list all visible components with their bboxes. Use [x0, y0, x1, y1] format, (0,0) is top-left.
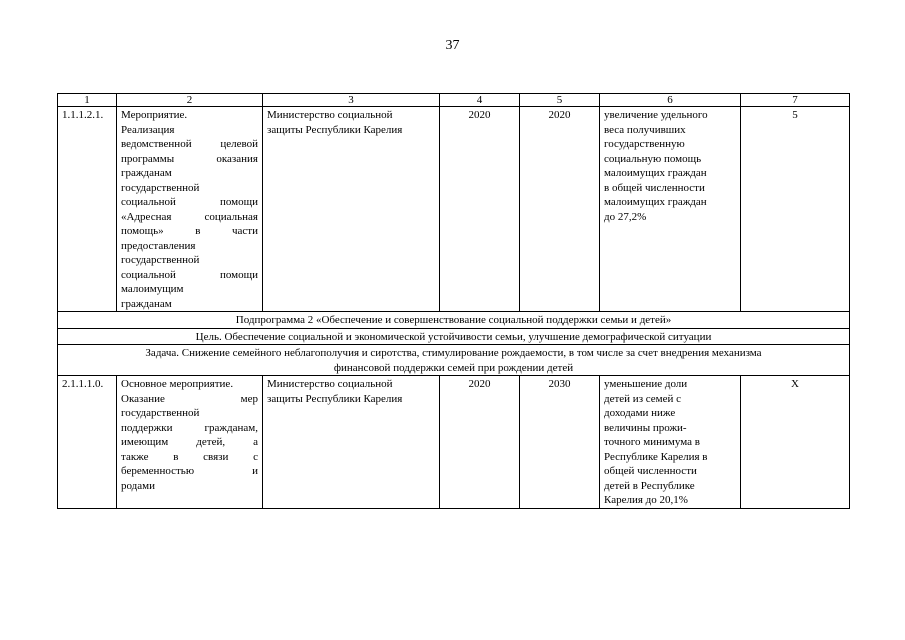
description-line: Мероприятие.: [121, 109, 188, 121]
indicator-line: точного минимума в: [604, 436, 700, 448]
description-line: «Адресная социальная: [121, 210, 258, 223]
description-line: гражданам: [121, 297, 172, 310]
indicator-line: увеличение удельного: [604, 109, 708, 121]
header-cell: 3: [263, 94, 440, 107]
indicator-line: детей из семей с: [604, 392, 682, 405]
task-line: Задача. Снижение семейного неблагополучия и сиротства, стимулирование рождаемости, в том числе за счет внедрения механизма: [145, 347, 762, 359]
description-line: поддержки гражданам,: [121, 421, 258, 434]
start-year-cell: 2020: [440, 107, 520, 312]
header-cell: 2: [117, 94, 263, 107]
indicator-line: до 27,2%: [604, 210, 647, 223]
description-cell: [117, 376, 263, 509]
indicator-line: общей численности: [604, 465, 697, 477]
description-line: Основное мероприятие.: [121, 378, 234, 390]
description-line: государственной: [121, 181, 200, 194]
indicator-line: в общей численности: [604, 181, 705, 194]
indicator-line: Карелия до 20,1%: [604, 494, 688, 506]
measures-table: [57, 93, 850, 509]
task-text: [58, 345, 850, 376]
indicator-line: величины прожи-: [604, 421, 687, 434]
header-cell: 4: [440, 94, 520, 107]
end-year-cell: 2020: [520, 107, 600, 312]
description-cell: [117, 107, 263, 312]
subprogram-row: [58, 312, 850, 329]
indicator-line: уменьшение доли: [604, 378, 688, 390]
table-row: [58, 376, 850, 509]
code-cell: 1.1.1.2.1.: [58, 107, 117, 312]
executor-line: Министерство социальной: [267, 109, 393, 121]
executor-line: Министерство социальной: [267, 378, 393, 390]
description-line: малоимущим: [121, 283, 184, 295]
description-line: ведомственной целевой: [121, 138, 258, 150]
description-line: беременностью и: [121, 465, 258, 477]
executor-line: защиты Республики Карелия: [267, 392, 403, 405]
description-line: Реализация: [121, 123, 175, 136]
executor-cell: [263, 376, 440, 509]
description-line: предоставления: [121, 239, 196, 252]
description-line: государственной: [121, 407, 200, 419]
subprogram-title: Подпрограмма 2 «Обеспечение и совершенствование социальной поддержки семьи и детей»: [58, 312, 850, 329]
header-cell: 7: [741, 94, 850, 107]
description-line: государственной: [121, 254, 200, 266]
code-cell: 2.1.1.1.0.: [58, 376, 117, 509]
task-line: финансовой поддержки семей при рождении детей: [333, 361, 574, 374]
goal-row: [58, 328, 850, 345]
description-line: Оказание мер: [121, 392, 258, 405]
description-line: программы оказания: [121, 152, 258, 165]
description-line: имеющим детей, а: [121, 436, 258, 448]
task-row: [58, 345, 850, 376]
indicator-number-cell: Х: [741, 376, 850, 509]
description-line: родами: [121, 479, 156, 492]
indicator-line: веса получивших: [604, 123, 686, 136]
end-year-cell: 2030: [520, 376, 600, 509]
indicator-line: социальную помощь: [604, 152, 702, 165]
page-number: 37: [445, 38, 460, 53]
header-row: [58, 94, 850, 107]
description-line: помощь» в части: [121, 225, 258, 237]
description-line: социальной помощи: [121, 268, 258, 281]
header-cell: 6: [600, 94, 741, 107]
indicator-line: доходами ниже: [604, 407, 676, 419]
indicator-line: детей в Республике: [604, 479, 695, 492]
description-line: также в связи с: [121, 450, 258, 463]
indicator-line: малоимущих граждан: [604, 167, 707, 179]
header-cell: 1: [58, 94, 117, 107]
indicator-cell: [600, 107, 741, 312]
indicator-number-cell: 5: [741, 107, 850, 312]
indicator-line: Республике Карелия в: [604, 450, 708, 463]
indicator-line: государственную: [604, 138, 685, 150]
header-cell: 5: [520, 94, 600, 107]
table-row: [58, 107, 850, 312]
indicator-cell: [600, 376, 741, 509]
start-year-cell: 2020: [440, 376, 520, 509]
executor-line: защиты Республики Карелия: [267, 123, 403, 136]
goal-text: Цель. Обеспечение социальной и экономической устойчивости семьи, улучшение демографической ситуации: [58, 328, 850, 345]
description-line: социальной помощи: [121, 196, 258, 208]
description-line: гражданам: [121, 167, 172, 179]
indicator-line: малоимущих граждан: [604, 196, 707, 208]
executor-cell: [263, 107, 440, 312]
